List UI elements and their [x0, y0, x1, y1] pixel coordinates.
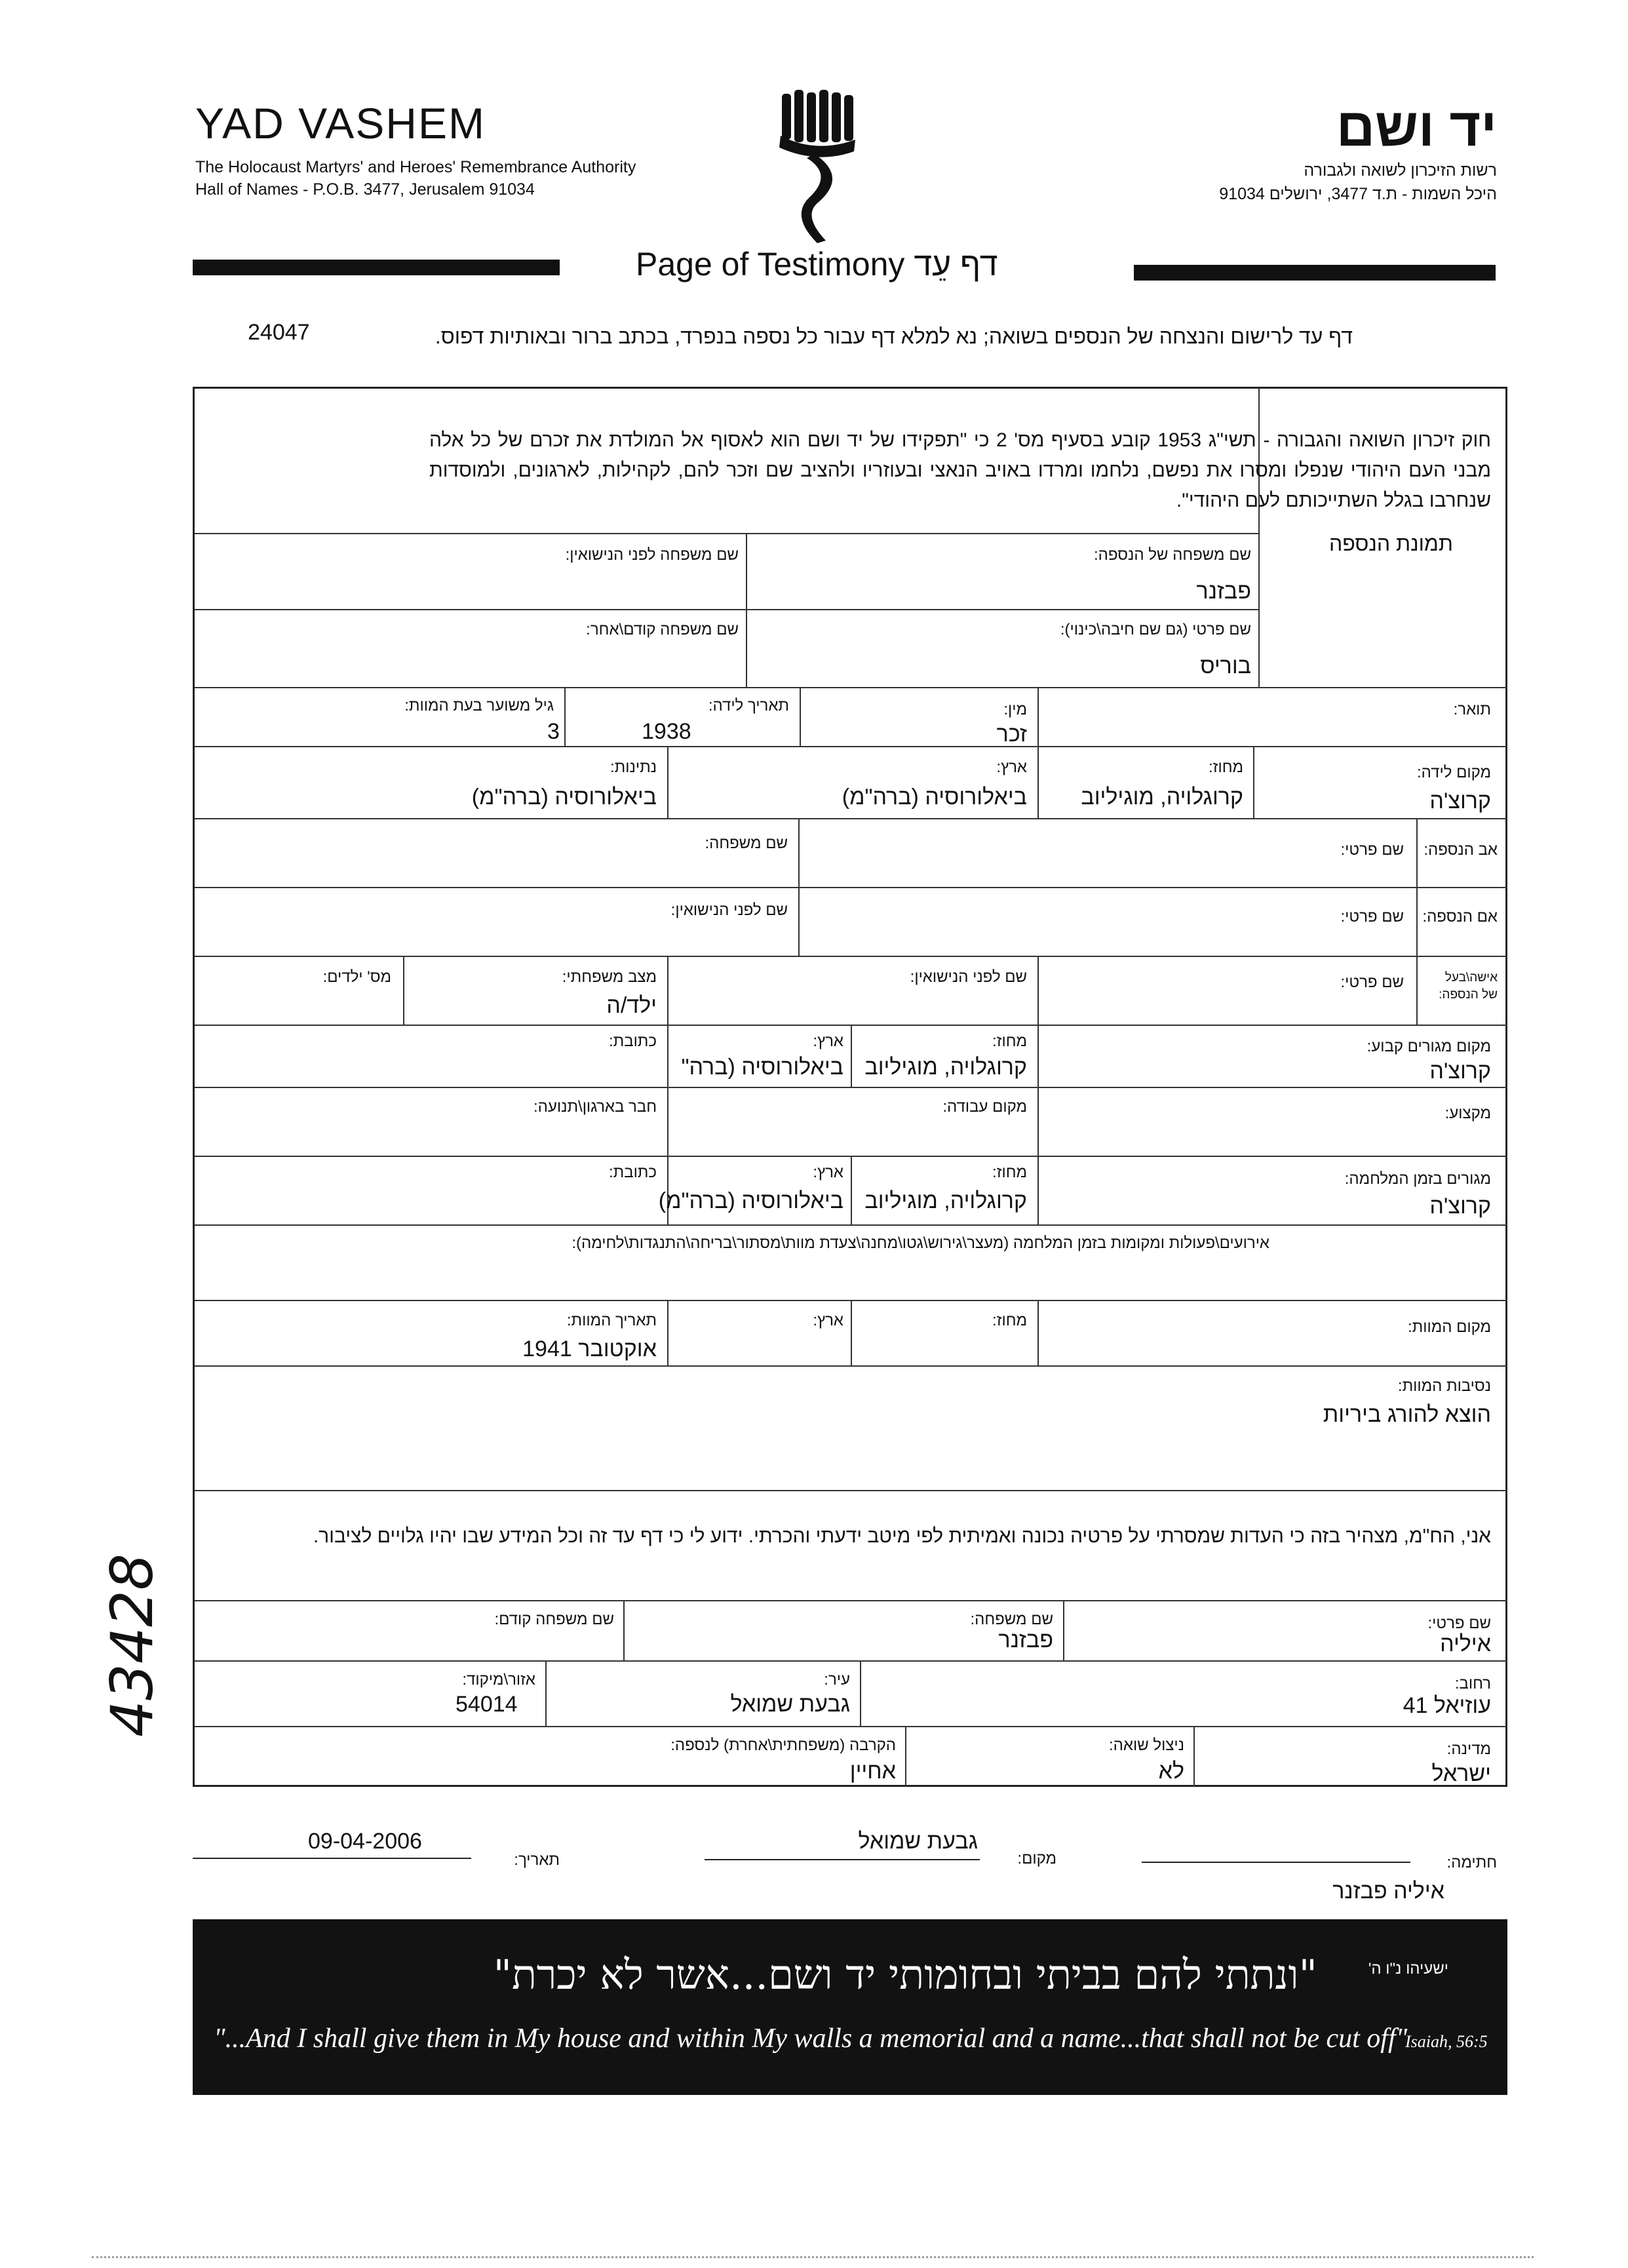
victim-prev-surname-label: שם משפחה קודם\אחר:	[586, 621, 739, 638]
father-label: אב הנספה:	[1424, 841, 1498, 859]
law-text: חוק זיכרון השואה והגבורה - תשי"ג 1953 קובע בסעיף מס' 2 כי "תפקידו של יד ושם הוא לאסוף אל המולדת את זכרם של כל אלה מבני העם היהודי שנפלו ומסרו את נפשם, נלחמו ומרדו באויב הנאצי ובעוזריו ולהציב שם וזכר להם, לקהילות, לארגונים, ולמוסדות שנחרבו בגלל השתייכותם לעם היהודי".	[429, 429, 1492, 511]
street-label: רחוב:	[1454, 1675, 1491, 1692]
zip-label: אזור\מיקוד:	[462, 1671, 535, 1689]
page-title: Page of Testimony דף עֵד	[636, 246, 998, 283]
death-region-label: מחוז:	[992, 1312, 1027, 1329]
nationality-value[interactable]: ביאלורוסיה (ברה"מ)	[471, 785, 657, 810]
survivor-value[interactable]: לא	[1158, 1759, 1184, 1784]
wartime-country-value[interactable]: ביאלורוסיה (ברה"מ)	[658, 1188, 843, 1213]
birth-place-value[interactable]: קרוצ'ה	[1429, 789, 1491, 813]
sign-date-value[interactable]: 09-04-2006	[308, 1829, 422, 1854]
city-value[interactable]: גבעת שמואל	[730, 1692, 850, 1717]
mother-label: אם הנספה:	[1422, 908, 1498, 926]
submitter-first-label: שם פרטי:	[1427, 1614, 1491, 1632]
spouse-label-line-2: של הנספה:	[1439, 988, 1498, 1002]
birth-date-label: תאריך לידה:	[708, 697, 789, 714]
english-verse: "...And I shall give them in My house and within My walls a memorial and a name...that shall not be cut off"	[214, 2024, 1408, 2054]
residence-value[interactable]: קרוצ'ה	[1429, 1059, 1491, 1084]
english-verse-reference: Isaiah, 56:5	[1405, 2032, 1488, 2051]
victim-first-name[interactable]: בוריס	[1200, 654, 1251, 678]
gender-label: מין:	[1003, 701, 1027, 718]
death-place-label: מקום המוות:	[1407, 1318, 1491, 1336]
org-name-hebrew: יד ושם	[1336, 98, 1497, 157]
profession-label: מקצוע:	[1444, 1105, 1491, 1122]
victim-surname-label: שם משפחה של הנספה:	[1093, 546, 1251, 564]
victim-maiden-label: שם משפחה לפני הנישואין:	[565, 546, 739, 564]
submitter-first-value[interactable]: איליה	[1440, 1632, 1491, 1656]
relation-label: הקרבה (משפחתית\אחרת) לנספה:	[670, 1736, 896, 1754]
age-value[interactable]: 3	[547, 719, 560, 744]
city-label: עיר:	[824, 1671, 850, 1689]
sign-place-label: מקום:	[1017, 1850, 1056, 1867]
spouse-first-label: שם פרטי:	[1340, 973, 1404, 991]
zip-value[interactable]: 54014	[455, 1692, 518, 1717]
org-subtitle-line-1: The Holocaust Martyrs' and Heroes' Remembrance Authority	[195, 158, 636, 176]
wartime-residence-value[interactable]: קרוצ'ה	[1429, 1194, 1491, 1219]
residence-country-label: ארץ:	[813, 1032, 843, 1050]
wartime-country-label: ארץ:	[813, 1163, 843, 1181]
residence-region-label: מחוז:	[992, 1032, 1027, 1050]
residence-region-value[interactable]: קרוגלויה, מוגיליוב	[864, 1055, 1027, 1080]
org-name-english: YAD VASHEM	[195, 99, 486, 147]
sign-place-value[interactable]: גבעת שמואל	[858, 1829, 978, 1854]
victim-surname[interactable]: פבזנר	[1196, 579, 1251, 604]
org-subtitle-hebrew-line-1: רשות הזיכרון לשואה ולגבורה	[1304, 161, 1497, 180]
spouse-maiden-label: שם לפני הנישואין:	[910, 968, 1027, 986]
relation-value[interactable]: אחיין	[849, 1759, 896, 1784]
hebrew-verse: "ונתתי להם בביתי ובחומותי יד ושם...אשר לא יכרת"	[493, 1951, 1317, 1999]
submitter-surname-label: שם משפחה:	[970, 1611, 1053, 1628]
hebrew-verse-reference: ישעיהו נ"ו ה'	[1368, 1960, 1448, 1978]
signature-line[interactable]	[1142, 1862, 1410, 1863]
org-subtitle-line-2: Hall of Names - P.O.B. 3477, Jerusalem 91034	[195, 180, 535, 199]
bottom-scan-edge	[92, 2256, 1534, 2258]
mother-maiden-label: שם לפני הנישואין:	[670, 901, 788, 919]
street-value[interactable]: עוזיאל 41	[1403, 1693, 1491, 1718]
organization-label: חבר בארגון\תנועה:	[533, 1098, 657, 1116]
declaration-text: אני, הח"מ, מצהיר בזה כי העדות שמסרתי על פרטיה נכונה ואמיתית לפי מיטב ידעתי והכרתי. ידוע לי כי דף עד זה וכל המידע שבו יהיו גלויים לציבור.	[313, 1525, 1491, 1547]
survivor-label: ניצול שואה:	[1109, 1736, 1184, 1754]
mother-first-label: שם פרטי:	[1340, 908, 1404, 926]
wartime-residence-label: מגורים בזמן המלחמה:	[1344, 1170, 1491, 1188]
marital-status-value[interactable]: ילד/ה	[606, 993, 657, 1018]
death-country-label: ארץ:	[813, 1312, 843, 1329]
wartime-address-label: כתובת:	[608, 1163, 657, 1181]
age-label: גיל משוער בעת המוות:	[404, 697, 554, 714]
residence-label: מקום מגורים קבוע:	[1366, 1038, 1491, 1055]
testimony-form	[193, 387, 1507, 1787]
father-surname-label: שם משפחה:	[705, 834, 788, 852]
form-number: 24047	[248, 320, 310, 345]
org-subtitle-hebrew	[1219, 159, 1497, 206]
sign-date-label: תאריך:	[514, 1851, 560, 1869]
submitter-surname-value[interactable]: פבזנר	[998, 1628, 1053, 1652]
victim-first-label: שם פרטי (גם שם חיבה\כינוי):	[1060, 621, 1251, 638]
gender-value[interactable]: זכר	[996, 722, 1027, 747]
residence-country-value[interactable]: ביאלורוסיה (ברה"	[681, 1055, 843, 1080]
header-bar-left	[193, 260, 560, 275]
photo-label: תמונת הנספה	[1328, 532, 1453, 555]
yad-vashem-logo-icon	[777, 88, 862, 246]
signature-label: חתימה:	[1446, 1854, 1497, 1871]
death-circumstances-value[interactable]: הוצא להורג ביריות	[1323, 1402, 1491, 1427]
spouse-label-line-1: אישה\בעל	[1444, 971, 1498, 985]
marital-status-label: מצב משפחתי:	[562, 968, 657, 986]
birth-country-value[interactable]: ביאלורוסיה (ברה"מ)	[842, 785, 1027, 810]
sign-date-line	[193, 1858, 471, 1859]
title-label: תואר:	[1453, 701, 1491, 718]
sign-place-line	[705, 1859, 980, 1860]
death-date-label: תאריך המוות:	[566, 1312, 657, 1329]
wartime-events-label: אירועים\פעולות ומקומות בזמן המלחמה (מעצר\גירוש\גטו\מחנה\צעדת מוות\מסתור\בריחה\התנגדות\לחימה):	[572, 1234, 1269, 1252]
org-subtitle-hebrew-line-2: היכל השמות - ת.ד 3477, ירושלים 91034	[1219, 185, 1497, 203]
children-count-label: מס' ילדים:	[322, 968, 391, 986]
wartime-region-label: מחוז:	[992, 1163, 1027, 1181]
residence-address-label: כתובת:	[608, 1032, 657, 1050]
workplace-label: מקום עבודה:	[942, 1098, 1027, 1116]
org-subtitle-english	[195, 156, 636, 201]
birth-date-value[interactable]: 1938	[642, 719, 691, 744]
death-circumstances-label: נסיבות המוות:	[1397, 1377, 1491, 1395]
header-bar-right	[1134, 265, 1496, 281]
verse-banner	[193, 1919, 1507, 2095]
archive-number: 43428	[98, 1554, 166, 1737]
nationality-label: נתינות:	[610, 758, 657, 776]
country-value[interactable]: ישראל	[1431, 1761, 1491, 1786]
birth-country-label: ארץ:	[996, 758, 1027, 776]
signer-printed-name: איליה פבזנר	[1332, 1879, 1444, 1904]
birth-region-label: מחוז:	[1209, 758, 1243, 776]
wartime-region-value[interactable]: קרוגלויה, מוגיליוב	[864, 1188, 1027, 1213]
instructions: דף עד לרישום והנצחה של הנספים בשואה; נא למלא דף עבור כל נספה בנפרד, בכתב ברור ובאותיות דפוס.	[435, 324, 1353, 348]
country-label: מדינה:	[1446, 1740, 1491, 1758]
birth-region-value[interactable]: קרוגלויה, מוגיליוב	[1081, 785, 1243, 810]
death-date-value[interactable]: אוקטובר 1941	[522, 1337, 657, 1361]
submitter-prev-surname-label: שם משפחה קודם:	[494, 1611, 614, 1628]
birth-place-label: מקום לידה:	[1416, 764, 1491, 781]
father-first-label: שם פרטי:	[1340, 841, 1404, 859]
